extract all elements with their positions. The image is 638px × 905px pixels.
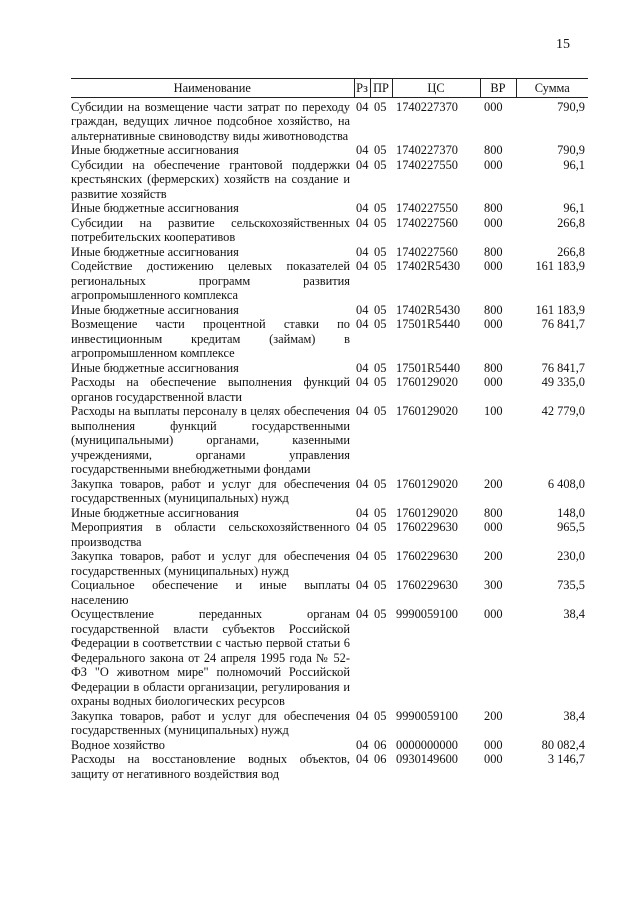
cell-name: Закупка товаров, работ и услуг для обеспечения государственных (муниципальных) нужд [71,708,350,737]
cell-rz: 04 [356,578,369,592]
cell-cs: 1740227550 [396,157,458,172]
cell-cs: 1760229630 [396,549,458,563]
cell-vr: 300 [484,578,503,592]
cell-rz: 04 [356,505,369,520]
cell-rz: 04 [356,752,369,766]
table-row [71,259,588,303]
table-row [71,477,588,506]
cell-sum: 76 841,7 [541,360,585,375]
table-row [71,738,588,753]
cell-name: Иные бюджетные ассигнования [71,143,239,157]
table-row [71,549,588,578]
cell-cs: 9990059100 [396,607,458,621]
cell-rz: 04 [356,404,369,418]
cell-vr: 000 [484,752,503,766]
page-number: 15 [556,37,570,52]
cell-name: Иные бюджетные ассигнования [71,505,239,520]
cell-cs: 1760229630 [396,520,458,534]
cell-rz: 04 [356,244,369,259]
header-pr: ПР [370,79,392,98]
table-row [71,607,588,709]
table-row [71,520,588,549]
cell-rz: 04 [356,157,369,172]
cell-cs: 1740227370 [396,99,458,114]
cell-rz: 04 [356,476,369,491]
cell-name: Водное хозяйство [71,737,166,752]
cell-cs: 1740227370 [396,143,458,157]
cell-name: Расходы на обеспечение выполнения функций органов государственной власти [71,375,350,404]
cell-vr: 800 [484,143,503,157]
cell-sum: 42 779,0 [541,404,585,418]
cell-name: Мероприятия в области сельскохозяйственного производства [71,520,350,549]
cell-name: Иные бюджетные ассигнования [71,244,239,259]
cell-cs: 0930149600 [396,752,458,766]
cell-rz: 04 [356,215,369,230]
header-name: Наименование [71,79,354,98]
cell-pr: 05 [374,317,387,331]
table-row [71,361,588,376]
cell-sum: 38,4 [563,708,585,723]
cell-cs: 0000000000 [396,737,458,752]
cell-vr: 800 [484,244,503,259]
cell-name: Возмещение части процентной ставки по инвестиционным кредитам (займам) в агропромышленном комплексе [71,317,350,360]
cell-vr: 000 [484,737,503,752]
cell-cs: 17402R5430 [396,302,461,317]
cell-name: Закупка товаров, работ и услуг для обеспечения государственных (муниципальных) нужд [71,549,350,578]
cell-name: Иные бюджетные ассигнования [71,360,239,375]
cell-name: Содействие достижению целевых показателей региональных программ развития агропромышленного комплекса [71,259,350,302]
cell-cs: 1760129020 [396,375,458,389]
cell-name: Осуществление переданных органам государственной власти субъектов Российской Федерации в соответствии с частью первой статьи 6 Федерального закона от 24 апреля 1995 года № 52-ФЗ "О животном мире" полномочий Российской Федерации в области организации, регулирования и охраны водных биологических ресурсов [71,607,350,708]
table-row [71,317,588,361]
cell-vr: 200 [484,549,503,563]
cell-sum: 76 841,7 [541,317,585,331]
cell-sum: 230,0 [557,549,585,563]
cell-pr: 05 [374,375,387,389]
cell-pr: 05 [374,157,387,172]
cell-rz: 04 [356,520,369,534]
cell-pr: 06 [374,737,387,752]
cell-vr: 800 [484,360,503,375]
cell-pr: 05 [374,404,387,418]
cell-rz: 04 [356,549,369,563]
cell-pr: 05 [374,549,387,563]
cell-vr: 000 [484,259,503,273]
cell-sum: 96,1 [563,157,585,172]
table-row [71,578,588,607]
cell-pr: 05 [374,607,387,621]
cell-cs: 9990059100 [396,708,458,723]
table-row [71,158,588,202]
cell-pr: 05 [374,520,387,534]
table-row [71,201,588,216]
cell-pr: 05 [374,99,387,114]
cell-name: Иные бюджетные ассигнования [71,302,239,317]
cell-cs: 17501R5440 [396,317,461,331]
header-vr: ВР [480,79,516,98]
cell-sum: 80 082,4 [541,737,585,752]
cell-sum: 790,9 [557,99,585,114]
cell-cs: 1760129020 [396,476,458,491]
cell-sum: 161 183,9 [535,302,585,317]
header-cs: ЦС [392,79,480,98]
cell-sum: 790,9 [557,143,585,157]
cell-name: Субсидии на возмещение части затрат по переходу граждан, ведущих личное подсобное хозяйство, на альтернативные свиноводству виды животноводства [71,99,350,143]
cell-pr: 05 [374,505,387,520]
cell-vr: 200 [484,708,503,723]
cell-vr: 000 [484,215,503,230]
cell-pr: 05 [374,708,387,723]
cell-sum: 6 408,0 [547,476,585,491]
cell-name: Субсидии на обеспечение грантовой поддержки крестьянских (фермерских) хозяйств на создание и развитие хозяйств [71,157,350,201]
cell-sum: 735,5 [557,578,585,592]
cell-sum: 49 335,0 [541,375,585,389]
cell-pr: 05 [374,244,387,259]
table-body [71,97,588,781]
cell-name: Социальное обеспечение и иные выплаты населению [71,578,350,607]
cell-rz: 04 [356,302,369,317]
cell-sum: 148,0 [557,505,585,520]
table-row [71,245,588,260]
cell-vr: 800 [484,201,503,215]
table-row [71,709,588,738]
cell-cs: 1760129020 [396,404,458,418]
cell-pr: 05 [374,302,387,317]
cell-rz: 04 [356,317,369,331]
table-row [71,303,588,318]
cell-pr: 05 [374,201,387,215]
cell-name: Расходы на восстановление водных объектов, защиту от негативного воздействия вод [71,752,350,781]
cell-name: Субсидии на развитие сельскохозяйственных потребительских кооперативов [71,215,350,244]
cell-pr: 05 [374,360,387,375]
cell-cs: 1760129020 [396,505,458,520]
cell-rz: 04 [356,99,369,114]
cell-sum: 266,8 [557,215,585,230]
cell-rz: 04 [356,259,369,273]
cell-cs: 1740227560 [396,244,458,259]
cell-pr: 05 [374,215,387,230]
cell-sum: 266,8 [557,244,585,259]
cell-name: Иные бюджетные ассигнования [71,201,239,215]
cell-cs: 17402R5430 [396,259,461,273]
header-rz: Рз [354,79,370,98]
cell-rz: 04 [356,375,369,389]
header-sum: Сумма [516,79,588,98]
cell-vr: 200 [484,476,503,491]
cell-vr: 100 [484,404,503,418]
cell-pr: 05 [374,143,387,157]
table-row [71,375,588,404]
cell-name: Закупка товаров, работ и услуг для обеспечения государственных (муниципальных) нужд [71,476,350,505]
table-row [71,752,588,781]
cell-pr: 06 [374,752,387,766]
cell-vr: 000 [484,375,503,389]
cell-vr: 000 [484,317,503,331]
cell-pr: 05 [374,259,387,273]
cell-sum: 96,1 [563,201,585,215]
cell-rz: 04 [356,708,369,723]
table-header [71,79,588,98]
cell-pr: 05 [374,476,387,491]
budget-table [71,78,588,781]
cell-rz: 04 [356,607,369,621]
cell-rz: 04 [356,201,369,215]
cell-pr: 05 [374,578,387,592]
cell-rz: 04 [356,360,369,375]
cell-cs: 1740227560 [396,215,458,230]
cell-vr: 000 [484,607,503,621]
cell-rz: 04 [356,737,369,752]
cell-sum: 38,4 [563,607,585,621]
cell-vr: 800 [484,505,503,520]
table-row [71,506,588,521]
cell-rz: 04 [356,143,369,157]
table-row [71,143,588,158]
table-row [71,404,588,477]
cell-cs: 1760229630 [396,578,458,592]
cell-vr: 000 [484,157,503,172]
cell-vr: 000 [484,520,503,534]
table-row [71,216,588,245]
cell-vr: 000 [484,99,503,114]
cell-sum: 3 146,7 [547,752,585,766]
table-row [71,97,588,143]
cell-sum: 965,5 [557,520,585,534]
cell-cs: 1740227550 [396,201,458,215]
cell-cs: 17501R5440 [396,360,461,375]
cell-name: Расходы на выплаты персоналу в целях обеспечения выполнения функций государственными (муниципальными) органами, казенными учреждениями, органами управления государственными внебюджетными фондами [71,404,350,476]
cell-sum: 161 183,9 [535,259,585,273]
cell-vr: 800 [484,302,503,317]
